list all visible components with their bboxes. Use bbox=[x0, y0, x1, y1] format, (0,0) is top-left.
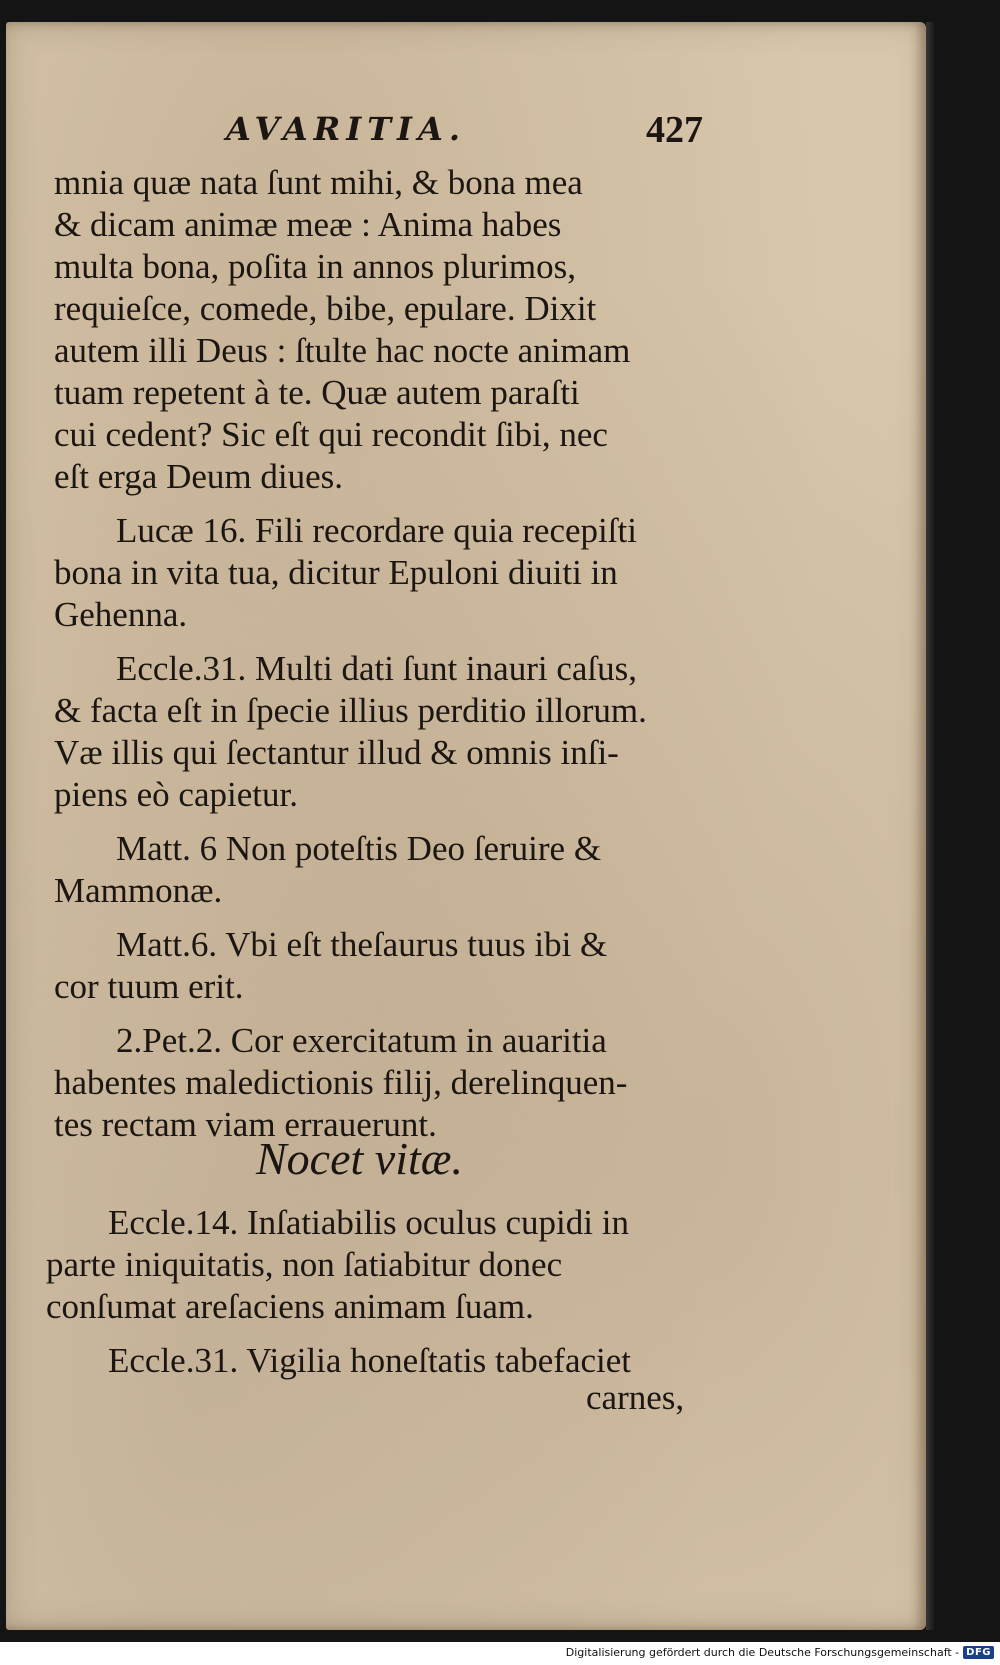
paragraph-eccle-31-b bbox=[46, 1340, 736, 1382]
text-line: tes rectam viam errauerunt. bbox=[54, 1105, 437, 1144]
text-line: Væ illis qui ſectantur illud & omnis inſi- bbox=[54, 733, 619, 772]
text-line: & dicam animæ meæ : Anima habes bbox=[54, 205, 562, 244]
book-page bbox=[6, 22, 926, 1630]
section-heading: Nocet vitæ. bbox=[256, 1133, 463, 1184]
page-number: 427 bbox=[646, 109, 703, 151]
dfg-logo-icon: DFG bbox=[963, 1646, 994, 1659]
text-line: Mammonæ. bbox=[54, 871, 223, 910]
text-line: bona in vita tua, dicitur Epuloni diuiti in bbox=[54, 553, 618, 592]
text-line: parte iniquitatis, non ſatiabitur donec bbox=[46, 1245, 563, 1284]
paragraph-eccle-14 bbox=[46, 1202, 736, 1328]
footer-credit-text: Digitalisierung gefördert durch die Deutsche Forschungsgemeinschaft - bbox=[565, 1646, 960, 1659]
main-text bbox=[54, 162, 734, 1158]
text-line: eſt erga Deum diues. bbox=[54, 457, 343, 496]
text-line: mnia quæ nata ſunt mihi, & bona mea bbox=[54, 163, 583, 202]
text-line: Matt. 6 Non poteſtis Deo ſeruire & bbox=[116, 829, 602, 868]
text-line: requieſce, comede, bibe, epulare. Dixit bbox=[54, 289, 597, 328]
running-head: AVARITIA. bbox=[226, 110, 466, 148]
footer-credit bbox=[566, 1646, 994, 1659]
catchword: carnes, bbox=[586, 1378, 685, 1417]
text-line: Lucæ 16. Fili recordare quia recepiſti bbox=[116, 511, 637, 550]
text-line: piens eò capietur. bbox=[54, 775, 298, 814]
paragraph-luke-12 bbox=[54, 162, 734, 498]
text-line: Matt.6. Vbi eſt theſaurus tuus ibi & bbox=[116, 925, 608, 964]
text-line: multa bona, poſita in annos plurimos, bbox=[54, 247, 577, 286]
text-line: Gehenna. bbox=[54, 595, 188, 634]
section-text bbox=[46, 1202, 736, 1394]
text-line: tuam repetent à te. Quæ autem paraſti bbox=[54, 373, 580, 412]
page-edge bbox=[926, 22, 934, 1630]
paragraph-2-pet-2 bbox=[54, 1020, 734, 1146]
paragraph-matt-6-b bbox=[54, 924, 734, 1008]
text-line: 2.Pet.2. Cor exercitatum in auaritia bbox=[116, 1021, 607, 1060]
text-line: Eccle.31. Multi dati ſunt inauri caſus, bbox=[116, 649, 637, 688]
text-line: cor tuum erit. bbox=[54, 967, 244, 1006]
text-line: habentes maledictionis filij, derelinquen- bbox=[54, 1063, 628, 1102]
paragraph-matt-6-a bbox=[54, 828, 734, 912]
text-line: Eccle.14. Inſatiabilis oculus cupidi in bbox=[108, 1203, 629, 1242]
text-line: autem illi Deus : ſtulte hac nocte animam bbox=[54, 331, 631, 370]
text-line: & facta eſt in ſpecie illius perditio illorum. bbox=[54, 691, 647, 730]
paragraph-luke-16 bbox=[54, 510, 734, 636]
text-line: Eccle.31. Vigilia honeſtatis tabefaciet bbox=[108, 1341, 632, 1380]
paragraph-eccle-31 bbox=[54, 648, 734, 816]
text-line: conſumat areſaciens animam ſuam. bbox=[46, 1287, 534, 1326]
text-line: cui cedent? Sic eſt qui recondit ſibi, nec bbox=[54, 415, 608, 454]
